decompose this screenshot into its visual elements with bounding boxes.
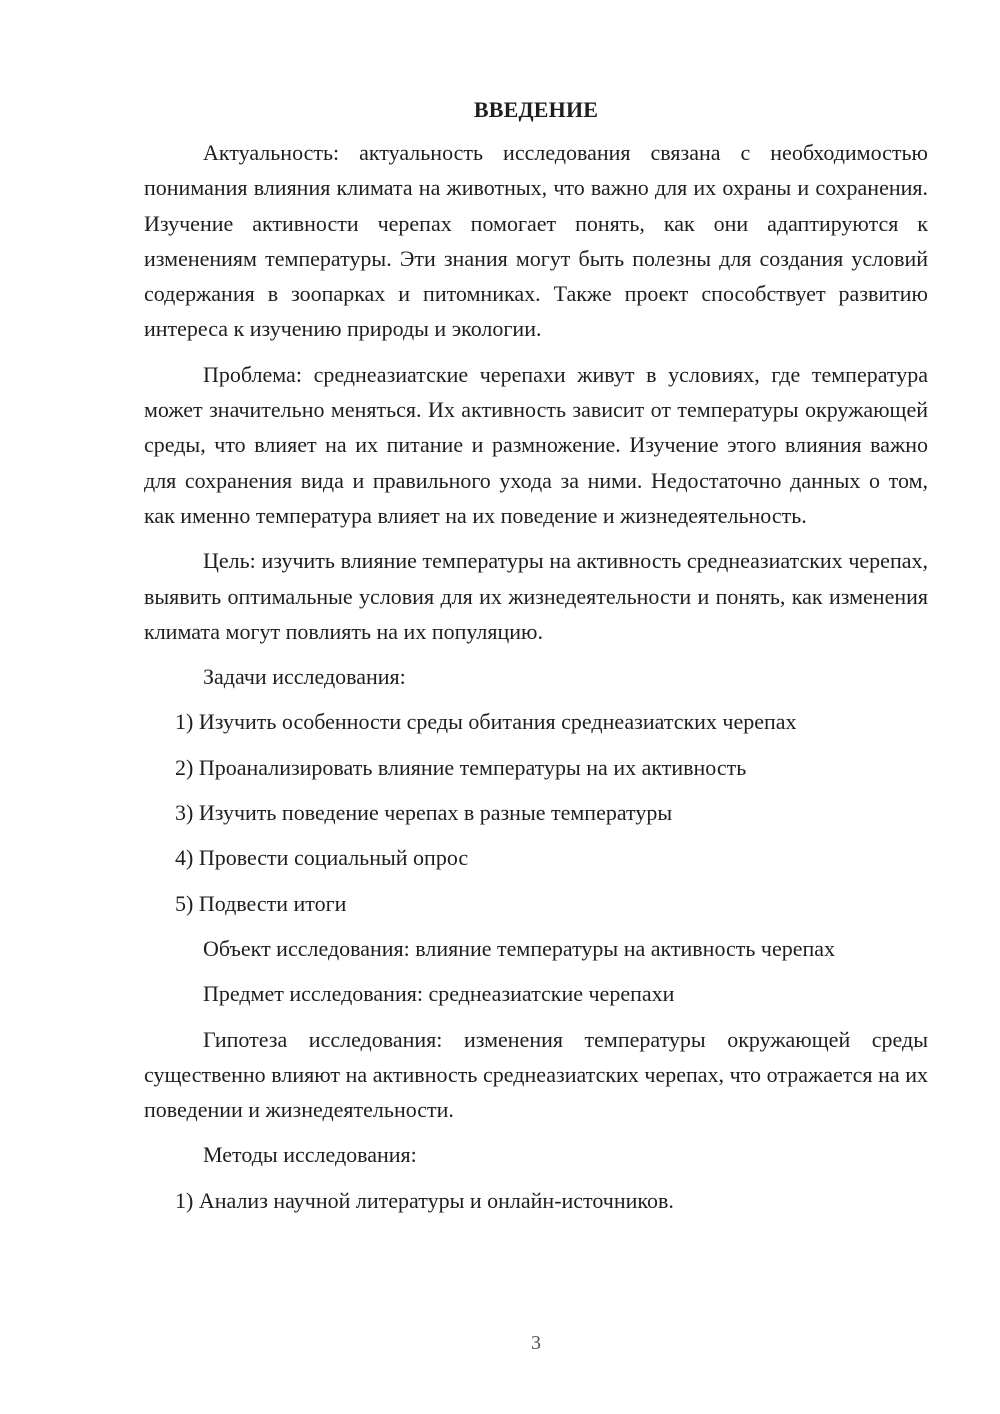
research-object: Объект исследования: влияние температуры на активность черепах bbox=[203, 935, 836, 961]
methods-list bbox=[144, 1183, 928, 1218]
research-subject: Предмет исследования: среднеазиатские черепахи bbox=[203, 981, 675, 1007]
method-item: 1) Анализ научной литературы и онлайн-источников. bbox=[175, 1187, 674, 1213]
methods-heading: Методы исследования: bbox=[203, 1142, 417, 1168]
task-item: 5) Подвести итоги bbox=[175, 890, 347, 916]
problem-paragraph: Проблема: среднеазиатские черепахи живут в условиях, где температура может значительно меняться. Их активность зависит от температуры окружающей среды, что влияет на их питание и размножение. Изучение этого влияния важно для сохранения вида и правильного ухода за ними. Недостаточно данных о том, как именно температура влияет на их поведение и жизнедеятельность. bbox=[144, 361, 928, 528]
tasks-list bbox=[144, 704, 928, 920]
task-item: 2) Проанализировать влияние температуры на их активность bbox=[175, 754, 747, 780]
relevance-paragraph: Актуальность: актуальность исследования связана с необходимостью понимания влияния климата на животных, что важно для их охраны и сохранения. Изучение активности черепах помогает понять, как они адаптируются к изменениям температуры. Эти знания могут быть полезны для создания условий содержания в зоопарках и питомниках. Также проект способствует развитию интереса к изучению природы и экологии. bbox=[144, 140, 928, 342]
hypothesis-paragraph: Гипотеза исследования: изменения температуры окружающей среды существенно влияют на активность среднеазиатских черепах, что отражается на их поведении и жизнедеятельности. bbox=[144, 1026, 928, 1123]
page-number: 3 bbox=[531, 1332, 541, 1354]
document-body bbox=[144, 92, 928, 1228]
tasks-heading: Задачи исследования: bbox=[203, 664, 406, 690]
goal-paragraph: Цель: изучить влияние температуры на активность среднеазиатских черепах, выявить оптимальные условия для их жизнедеятельности и понять, как изменения климата могут повлиять на их популяцию. bbox=[144, 548, 928, 644]
task-item: 1) Изучить особенности среды обитания среднеазиатских черепах bbox=[175, 709, 797, 735]
page-title: ВВЕДЕНИЕ bbox=[473, 97, 599, 122]
task-item: 3) Изучить поведение черепах в разные температуры bbox=[175, 800, 673, 826]
task-item: 4) Провести социальный опрос bbox=[175, 845, 469, 871]
